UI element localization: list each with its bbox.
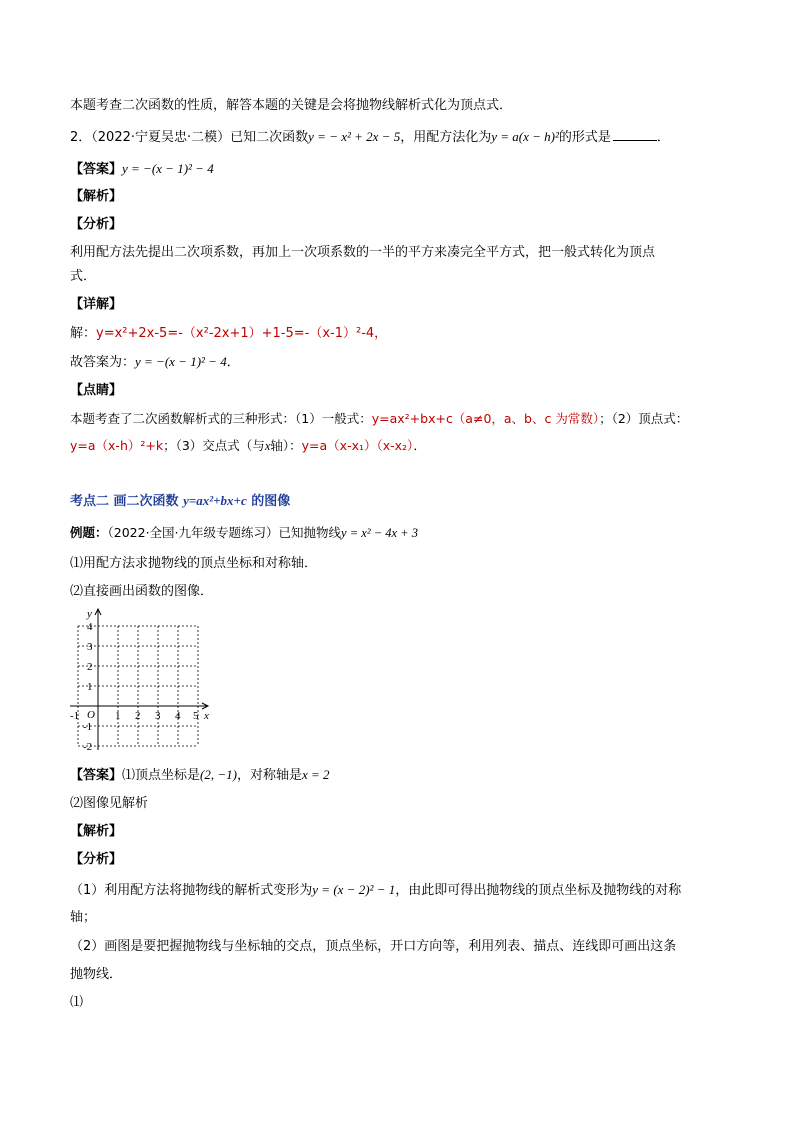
- example-source: （2022·全国·九年级专题练习）: [107, 525, 279, 540]
- y-axis-label: y: [87, 608, 92, 620]
- detail-line: [70, 325, 387, 343]
- example-function: y = x² − 4x + 3: [341, 526, 418, 540]
- question-end: ．: [656, 130, 670, 145]
- origin-label: O: [87, 709, 95, 721]
- conclusion-prefix: 故答案为：: [70, 355, 136, 370]
- question-source: （2022·宁夏吴忠·二模）: [91, 130, 231, 145]
- dianjing-part: 本题考查了二次函数解析式的三种形式：（1）一般式：: [70, 411, 372, 426]
- vertex-form: y = a(x − h)²: [491, 129, 559, 144]
- example-q2: ⑵直接画出函数的图像．: [70, 584, 214, 599]
- detail-derivation: y=x²+2x-5=-（x²-2x+1）+1-5=-（x-1）²-4，: [96, 326, 388, 341]
- y-tick-label: 1: [87, 681, 93, 693]
- vertex-form-expression: y = (x − 2)² − 1: [312, 882, 396, 897]
- example-q1: ⑴用配方法求抛物线的顶点坐标和对称轴．: [70, 556, 318, 571]
- answer-blank: [613, 128, 657, 141]
- example-fenxi-1b: 轴；: [70, 910, 97, 925]
- section-title: [70, 492, 290, 511]
- xiangjie-label: 【详解】: [70, 297, 123, 312]
- section-title-suffix: 的图像: [246, 494, 291, 509]
- question-function: y = − x² + 2x − 5: [308, 129, 401, 144]
- x-tick-label: 1: [115, 710, 121, 722]
- coordinate-grid: [66, 604, 226, 754]
- dianjing-part: 轴）：: [270, 438, 302, 453]
- dianjing-part: ；（2）顶点式：: [599, 411, 689, 426]
- detail-prefix: 解：: [70, 326, 97, 341]
- y-tick-label: 4: [87, 621, 93, 633]
- vertex-form-text: y=a（x-h）²+k: [70, 438, 164, 453]
- example-fenxi-2b: 抛物线．: [70, 967, 123, 982]
- fenxi-text: （1）利用配方法将抛物线的解析式变形为: [70, 883, 313, 898]
- question-text-2: ，用配方法化为: [400, 130, 492, 145]
- y-tick-label: -2: [83, 741, 93, 753]
- question-number: 2．: [70, 130, 92, 145]
- example-answer-label: 【答案】: [70, 768, 123, 783]
- question-text-3: 的形式是: [558, 130, 611, 145]
- dianjing-part: ；（3）交点式（与: [163, 438, 265, 453]
- answer-label: 【答案】: [70, 162, 123, 177]
- fenxi-text: ，由此即可得出抛物线的顶点坐标及抛物线的对称: [395, 883, 682, 898]
- x-tick-label: 2: [135, 710, 141, 722]
- fenxi-text-2: 式．: [70, 269, 97, 284]
- vertex-coordinates: (2, −1): [200, 767, 237, 782]
- jiexi-label: 【解析】: [70, 189, 123, 204]
- dianjing-text-1: [70, 410, 688, 428]
- question-text: 已知二次函数: [230, 130, 309, 145]
- dianjing-label: 【点睛】: [70, 383, 123, 398]
- example-label: 例题：: [70, 525, 108, 540]
- question-2: [70, 128, 670, 147]
- example-fenxi-2: （2）画图是要把握抛物线与坐标轴的交点，顶点坐标，开口方向等，利用列表、描点、连线即可画出这条: [70, 939, 677, 954]
- x-tick-label: 3: [155, 710, 161, 722]
- example-fenxi-1: [70, 881, 681, 900]
- example-text: 已知抛物线: [278, 525, 342, 540]
- conclusion-value: y = −(x − 1)² − 4: [135, 354, 227, 369]
- axis-of-symmetry: x = 2: [301, 767, 330, 782]
- y-tick-label: 3: [87, 641, 93, 653]
- example-fenxi-label: 【分析】: [70, 852, 123, 867]
- x-tick-label: -1: [70, 710, 80, 722]
- conclusion-end: ．: [226, 355, 240, 370]
- y-tick-label: -1: [83, 721, 93, 733]
- intercept-form: y=a（x-x₁）（x-x₂）: [301, 438, 414, 453]
- general-form: y=ax²+bx+c（a≠0，a、b、c 为常数）: [371, 411, 600, 426]
- conclusion-line: [70, 353, 240, 372]
- section-title-prefix: 考点二 画二次函数: [70, 494, 184, 509]
- example-line: [70, 524, 418, 542]
- x-axis-label: x: [204, 710, 209, 722]
- example-jiexi-label: 【解析】: [70, 824, 123, 839]
- x-tick-label: 4: [175, 710, 181, 722]
- x-tick-label: 5: [193, 710, 199, 722]
- fenxi-label: 【分析】: [70, 217, 123, 232]
- y-tick-label: 2: [87, 661, 93, 673]
- dianjing-text-2: [70, 437, 426, 455]
- example-answer-text: ⑴顶点坐标是: [122, 768, 201, 783]
- dianjing-part: ．: [413, 438, 426, 453]
- example-answer-text: ，对称轴是: [236, 768, 302, 783]
- section-title-formula: y=ax²+bx+c: [183, 493, 247, 508]
- fenxi-text-1: 利用配方法先提出二次项系数，再加上一次项系数的一半的平方来凑完全平方式，把一般式转化为顶点: [70, 245, 656, 260]
- prev-summary: 本题考查二次函数的性质，解答本题的关键是会将抛物线解析式化为顶点式．: [70, 98, 513, 113]
- x-axis-symbol: x: [264, 439, 271, 453]
- answer-value: y = −(x − 1)² − 4: [122, 161, 214, 176]
- example-answer-2: ⑵图像见解析: [70, 796, 149, 811]
- answer-line: [70, 160, 214, 179]
- example-answer-line: [70, 766, 330, 785]
- part-1-label: ⑴: [70, 995, 84, 1010]
